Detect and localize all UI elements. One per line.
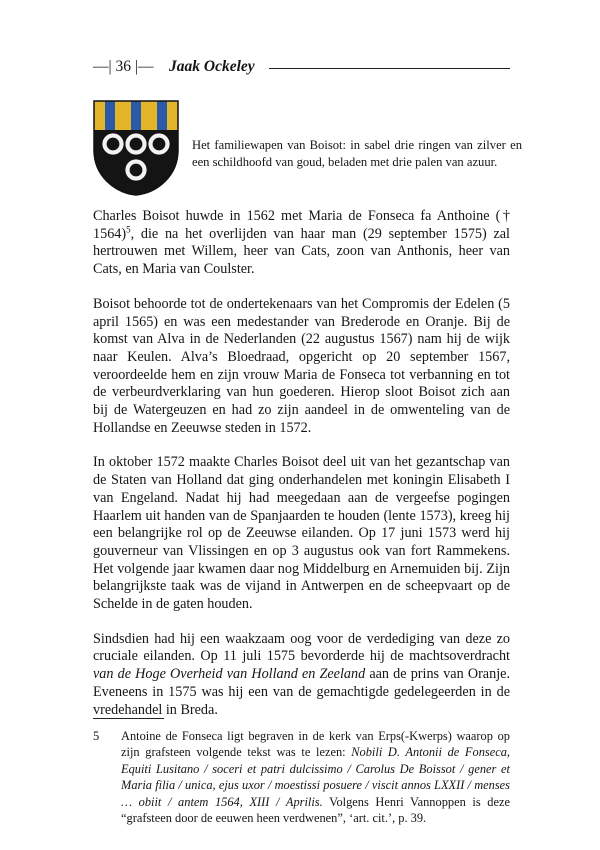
footnote-italic: Nobili D. Antonii de Fonseca, Equiti Lusitano / soceri et patri dulcissimo / Carolus De Boissot / gener et Maria filia / unica, ejus uxor / moestissi posuere / viscit annos LXXII / menses … obiit / antem 1564, XIII / Aprilis. (121, 745, 511, 809)
paragraph-1-text-b: , die na het overlijden van haar man (29 september 1575) zal hertrouwen met Willem, heer van Cats, zoon van Anthonis, heer van Cats, en Maria van Coulster. (93, 225, 510, 278)
paragraph-4-text-b: aan de prins van Oranje. Eveneens in 1575 was hij een van de gemachtigde gedelegeerden in de vredehandel in Breda. (93, 666, 510, 718)
footnote-text-b: Volgens Henri Vannoppen is deze “grafsteen door de eeuwen heen verdwenen”, ‘art. cit.’, p. 39. (121, 794, 510, 826)
paragraph-1-text-a: Charles Boisot huwde in 1562 met Maria de Fonseca fa Anthoine († 1564) (93, 208, 510, 242)
footnote-reference: 5 (126, 223, 131, 234)
paragraph-4-italic: van de Hoge Overheid van Holland en Zeeland (93, 666, 366, 683)
header-rule (269, 68, 510, 69)
footnote-rule (93, 718, 164, 719)
footnote-text-a: Antoine de Fonseca ligt begraven in de kerk van Erps(-Kwerps) waarop op zijn grafsteen volgende tekst was te lezen: (121, 729, 510, 760)
running-author: Jaak Ockeley (169, 58, 255, 75)
main-text (93, 208, 510, 736)
paragraph-4 (93, 631, 510, 720)
page-number: —| 36 |— (93, 58, 154, 75)
running-header (93, 58, 513, 80)
coat-of-arms-caption: Het familiewapen van Boisot: in sabel drie ringen van zilver en een schildhoofd van goud, beladen met drie palen van azuur. (192, 138, 522, 169)
paragraph-3: In oktober 1572 maakte Charles Boisot deel uit van het gezantschap van de Staten van Holland dat ging onderhandelen met koningin Elisabeth I van Engeland. Nadat hij had meegedaan aan de vergeefse pogingen Haarlem uit handen van de Spanjaarden te houden (lente 1573), kreeg hij een belangrijke rol op de Zeeuwse eilanden. Op 17 juni 1573 werd hij gouverneur van Vlissingen en op 3 augustus ook van fort Rammekens. Het volgende jaar kwamen daar nog Middelburg en Arnemuiden bij. Zijn belangrijkste taak was de vijand in Antwerpen en de scheepvaart op de Schelde in de gaten houden. (93, 454, 510, 613)
footnote-text (121, 728, 510, 826)
paragraph-4-text-a: Sindsdien had hij een waakzaam oog voor de verdediging van deze zo cruciale eilanden. Op 11 juli 1575 bevorderde hij de machtsoverdracht (93, 630, 510, 665)
paragraph-1 (93, 208, 510, 279)
coat-of-arms-image (93, 100, 179, 196)
footnote-number: 5 (93, 729, 100, 743)
paragraph-2: Boisot behoorde tot de ondertekenaars van het Compromis der Edelen (5 april 1565) en was een medestander van Brederode en Oranje. Bij de komst van Alva in de Nederlanden (22 augustus 1567) nam hij de wijk naar Keulen. Alva’s Bloedraad, opgericht op 20 september 1567, veroordeelde hem en zijn vrouw Maria de Fonseca tot verbanning en tot de verbeurdverklaring van hun goederen. Hierop sloot Boisot zich aan bij de Watergeuzen en had zo zijn aandeel in de omwenteling van de Hollandse en Zeeuwse steden in 1572. (93, 295, 510, 436)
